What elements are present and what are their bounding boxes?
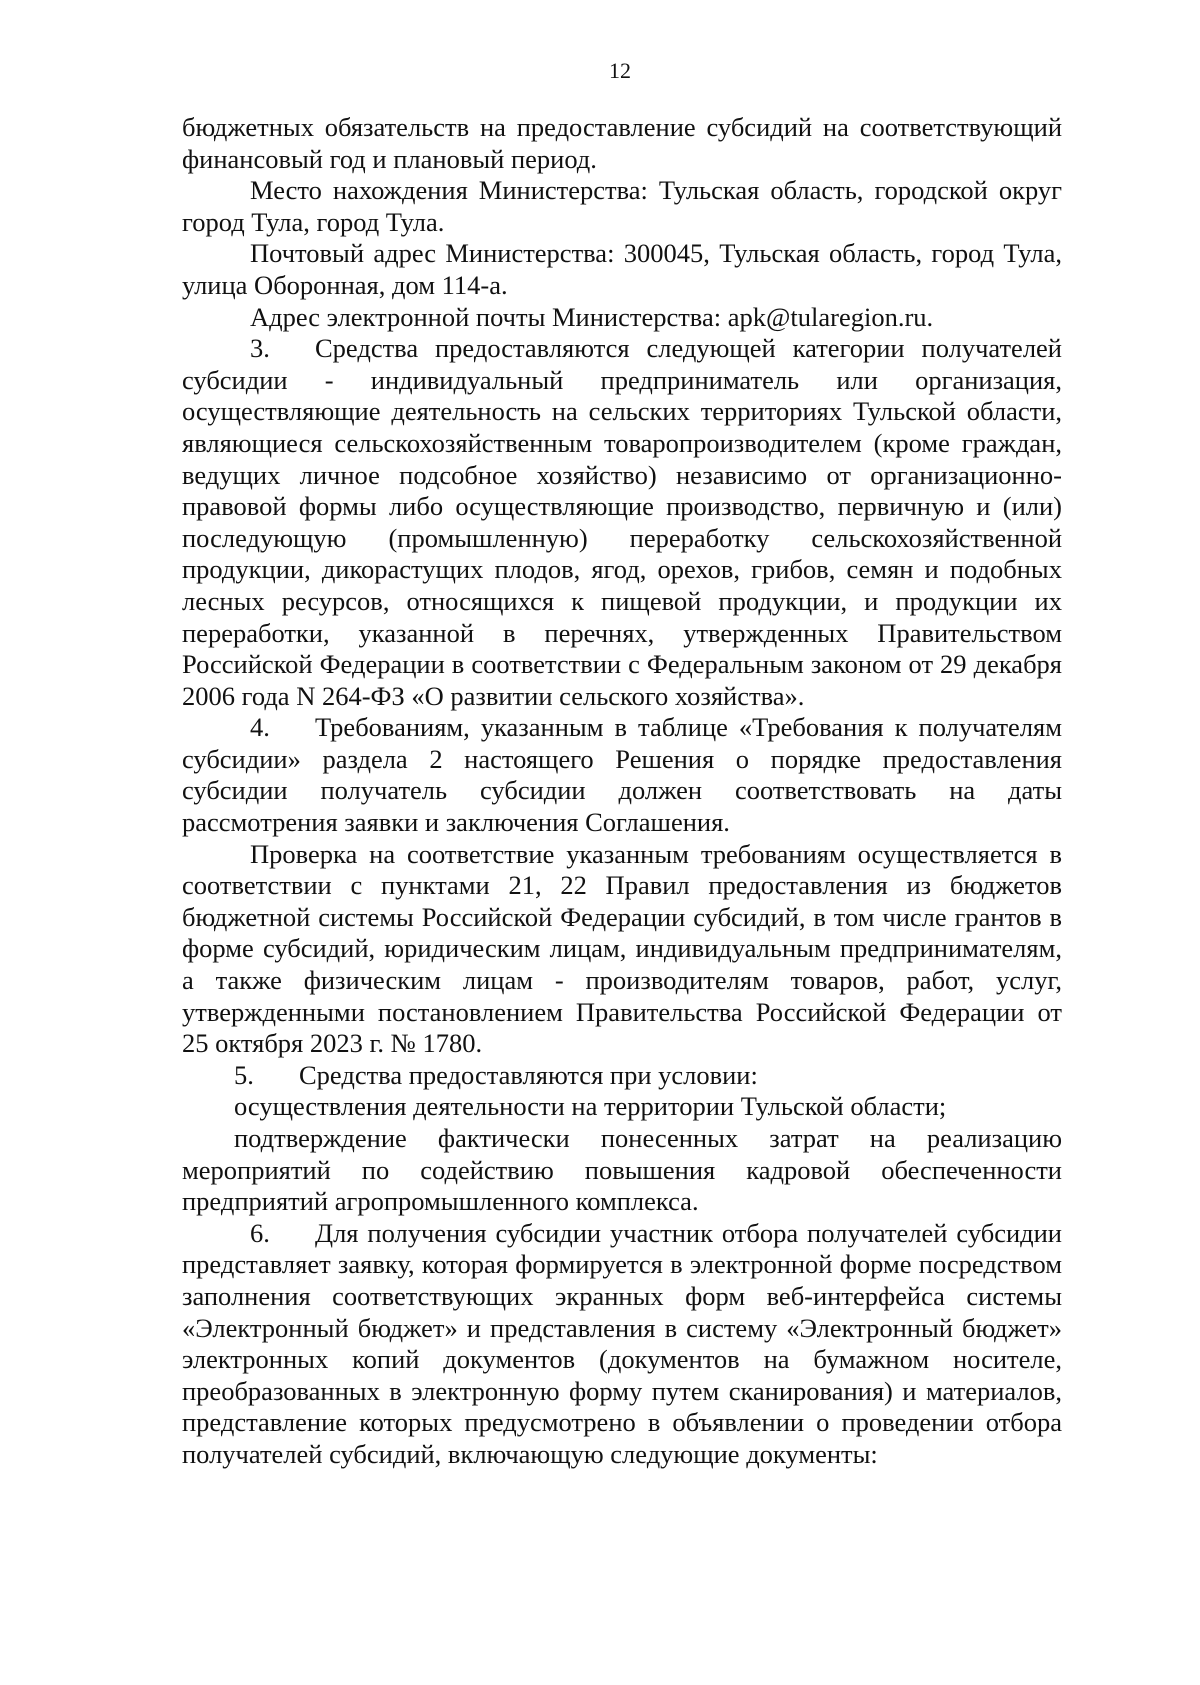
paragraph-postal-address: Почтовый адрес Министерства: 300045, Тульская область, город Тула, улица Оборонная, дом 114-а. xyxy=(182,238,1062,300)
paragraph-compliance-check: Проверка на соответствие указанным требованиям осуществляется в соответствии с пунктами 21, 22 Правил предоставления из бюджетов бюджетной системы Российской Федерации субсидий, в том числе грантов в форме субсидий, юридическим лицам, индивидуальным предпринимателям, а также физическим лицам - производителям товаров, работ, услуг, утвержденными постановлением Правительства Российской Федерации от 25 октября 2023 г. № 1780. xyxy=(182,838,1062,1059)
item-3-number: 3. xyxy=(250,333,270,364)
paragraph-condition-activity: осуществления деятельности на территории Тульской области; xyxy=(234,1091,947,1122)
item-6-text: Для получения субсидии участник отбора получателей субсидии представляет заявку, которая формируется в электронной форме посредством заполнения соответствующих экранных форм веб-интерфейса системы «Электронный бюджет» и представления в систему «Электронный бюджет» электронных копий документов (документов на бумажном носителе, преобразованных в электронную форму путем сканирования) и материалов, представление которых предусмотрено в объявлении о проведении отбора получателей субсидий, включающую следующие документы: xyxy=(182,1217,1062,1469)
page-number: 12 xyxy=(609,58,631,83)
document-body xyxy=(182,112,1062,1471)
item-5-text: Средства предоставляются при условии: xyxy=(299,1059,758,1090)
item-4-text: Требованиям, указанным в таблице «Требования к получателям субсидии» раздела 2 настоящего Решения о порядке предоставления субсидии получатель субсидии должен соответствовать на даты рассмотрения заявки и заключения Соглашения. xyxy=(182,712,1062,838)
paragraph-email-address: Адрес электронной почты Министерства: apk@tularegion.ru. xyxy=(250,301,934,332)
paragraph-budget-obligations: бюджетных обязательств на предоставление субсидий на соответствующий финансовый год и плановый период. xyxy=(182,112,1062,174)
paragraph-ministry-location: Место нахождения Министерства: Тульская область, городской округ город Тула, город Тула. xyxy=(182,175,1062,237)
paragraph-condition-costs: подтверждение фактически понесенных затрат на реализацию мероприятий по содействию повышения кадровой обеспеченности предприятий агропромышленного комплекса. xyxy=(182,1123,1062,1217)
item-3-text: Средства предоставляются следующей категории получателей субсидии - индивидуальный предприниматель или организация, осуществляющие деятельность на сельских территориях Тульской области, являющиеся сельскохозяйственным товаропроизводителем (кроме граждан, ведущих личное подсобное хозяйство) независимо от организационно-правовой формы либо осуществляющие производство, первичную и (или) последующую (промышленную) переработку сельскохозяйственной продукции, дикорастущих плодов, ягод, орехов, грибов, семян и подобных лесных ресурсов, относящихся к пищевой продукции, и продукции их переработки, указанной в перечнях, утвержденных Правительством Российской Федерации в соответствии с Федеральным законом от 29 декабря 2006 года N 264-ФЗ «О развитии сельского хозяйства». xyxy=(182,333,1062,711)
item-6-number: 6. xyxy=(250,1217,270,1248)
item-5-number: 5. xyxy=(234,1059,254,1090)
paragraph-item-6 xyxy=(182,1218,1062,1471)
paragraph-item-4 xyxy=(182,712,1062,838)
paragraph-item-3 xyxy=(182,333,1062,712)
item-4-number: 4. xyxy=(250,712,270,743)
paragraph-item-5 xyxy=(182,1060,1062,1092)
